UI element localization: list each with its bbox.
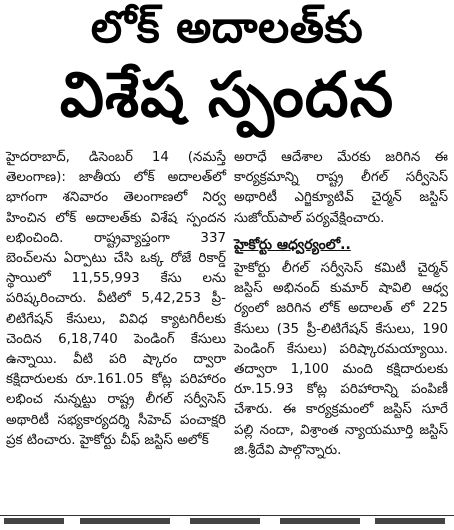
article-paragraph-continued: అరాధే ఆదేశాల మేరకు జరిగిన ఈ కార్యక్రమాన్ని రాష్ట్ర లీగల్ సర్వీసెస్ అథారిటీ ఎగ్జిక్యూటివ్ చైర్మన్ జస్టిస్ సుజోయ్‌పాల్ పర్యవేక్షించారు. xyxy=(234,150,448,226)
article-paragraph-highcourt: హైకోర్టు లీగల్ సర్వీసెస్ కమిటీ చైర్మన్ జస్టిస్ అభినంద్ కుమార్ షావిలి ఆధ్వ ర్యంలో జరిగిన లోక్ అదాలత్ లో 225 కేసులు (35 ప్రీ-లిటిగేషన్ కేసులు, 190 పెండింగ్ కేసులు) పరిష్కారమయ్యాయి. తద్వారా 1,100 మంది కక్షిదారులకు రూ.15.93 కోట్ల పరిహారాన్ని పంపిణీ చేశారు. ఈ కార్యక్రమంలో జస్టిస్ సూరే పల్లి నందా, విశ్రాంత న్యాయమూర్తి జస్టిస్ జి.శ్రీదేవి పాల్గొన్నారు. xyxy=(234,261,448,458)
article-right-column xyxy=(234,148,448,461)
headline-line-1: లోక్ అదాలత్‌కు xyxy=(90,2,364,53)
article-left-column xyxy=(6,148,226,451)
cut-off-next-article-strip xyxy=(0,515,454,530)
article-paragraph: హైదరాబాద్, డిసెంబర్ 14 (నమస్తే తెలంగాణ): జాతీయ లోక్ అదాలత్‌లో భాగంగా శనివారం తెలంగాణలో నిర్వ హించిన లోక్ అదాలత్‌కు విశేష స్పందన లభించింది. రాష్ట్రవ్యాప్తంగా 337 బెంచ్‌లను ఏర్పాటు చేసి ఒక్క రోజే రికార్డ్ స్థాయిలో 11,55,993 కేసు లను పరిష్కరించారు. వీటిలో 5,42,253 ప్రీ-లిటిగేషన్ కేసులు, వివిధ క్యాటగిరీలకు చెందిన 6,18,740 పెండింగ్ కేసులు ఉన్నాయి. వీటి పరి ష్కారం ద్వారా కక్షిదారులకు రూ.161.05 కోట్ల పరిహారం లభించ నున్నట్టు రాష్ట్ర లీగల్ సర్వీసెస్ అథారిటీ సభ్యకార్యదర్శి సీహెచ్ పంచాక్షరి ప్రక టించారు. హైకోర్టు చీఫ్ జస్టిస్ అలోక్ xyxy=(6,150,226,448)
headline-line-2: విశేష స్పందన xyxy=(59,58,395,131)
article-subheading: హైకోర్టు ఆధ్వర్యంలో.. xyxy=(234,236,351,253)
